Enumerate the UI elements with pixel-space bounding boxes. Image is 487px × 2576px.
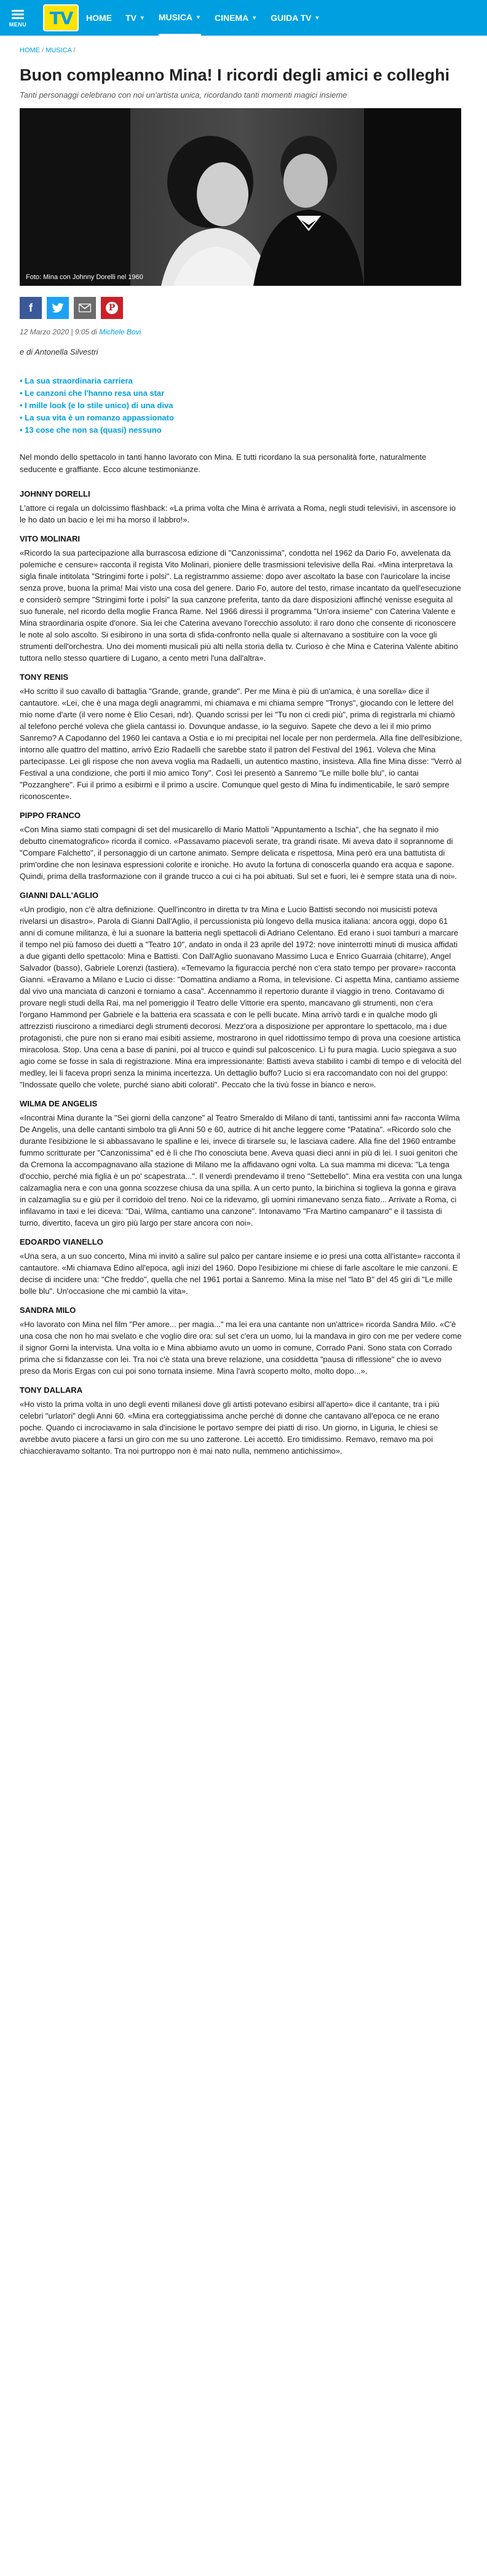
testimonial-text: «Ricordo la sua partecipazione alla burrascosa edizione di "Canzonissima", condotta nel 1962 da Dario Fo, avvelenata da polemiche e censure» racconta il regista Vito Molinari, pioniere delle trasmissioni televisive della Rai. «Mina interpretava la sigla finale intitolata "Stringimi forte i polsi". La registrammo assieme: dopo aver ascoltato la base con l'auricolare la incise senza prove, buona la prima! Mai visto una cosa del genere. Dario Fo, autore del testo, rimase incantato da quell'esecuzione e considerò sempre "Stringimi forte i polsi" la sua canzone preferita, tanto da dare disposizioni affinché venisse eseguita al suo funerale, nel ricordo della moglie Franca Rame. Nel 1966 diressi il programma "Un'ora insieme" con Caterina Valente e Mina straordinaria ospite d'onore. Sia lei che Caterina avevano l'orecchio assoluto: il raro dono che consente di riconoscere le note al solo ascolto. Si esibirono in una sorta di sfida-confronto nella quale si alternavano a sostituire con la voce gli strumenti dell'orchestra. Uno dei momenti musicali più alti nella storia della tv. Curioso è che Mina e Caterina Valente abitino tuttora nello stesso quartiere di Lugano, a cento metri l'una dall'altra». [20,548,461,663]
testimonial-name: PIPPO FRANCO [20,811,81,820]
testimonial-name: JOHNNY DORELLI [20,489,90,498]
testimonial-name: TONY DALLARA [20,1385,83,1395]
hero-photo [20,108,461,286]
chevron-down-icon: ▼ [196,14,201,20]
testimonial-text: L'attore ci regala un dolcissimo flashback: «La prima volta che Mina è arrivata a Roma, negli studi televisivi, in ascensore io le ho dato un bacio e lei mi ha morso il labbro!». [20,503,456,524]
testimonial-section [20,811,462,882]
nav-label: CINEMA [214,13,249,23]
twitter-share-button[interactable] [47,297,69,319]
breadcrumb [20,47,462,54]
related-links-list [20,375,462,436]
testimonial-section [20,1306,462,1377]
hero-photo-illustration [20,108,461,286]
chevron-down-icon: ▼ [251,15,258,21]
nav-item-cinema[interactable] [215,0,257,36]
menu-label: MENU [9,22,27,28]
main-nav [86,0,333,36]
top-navigation-bar [0,0,487,36]
pinterest-share-button[interactable] [101,297,123,319]
testimonial-text: «Un prodigio, non c'è altra definizione. Quell'incontro in diretta tv tra Mina e Lucio Battisti secondo noi musicisti poteva rivelarsi un disastro». Parola di Gianni Dall'Aglio, il percussionista più longevo della musica italiana: ancora oggi, dopo 61 anni di comune militanza, è lui a suonare la batteria negli spettacoli di Adriano Celentano. Ed erano i suoi tamburi a marcare il tempo nel più famoso dei duetti a "Teatro 10", andato in onda il 23 aprile del 1972: nove ininterrotti minuti di musica affidati a due giganti dello spettacolo: Mina e Battisti. Con Dall'Aglio suonavano Massimo Luca e Enrico Guarraia (chitarre), Angel Salvador (basso), Gabriele Lorenzi (tastiera). «Temevamo la figuraccia perché non c'era stato tempo per provare» racconta Gianni. «Eravamo a Milano e Lucio ci disse: "Domattina andiamo a Roma, in televisione. Ci aspetta Mina, cantiamo assieme dal vivo una manciata di canzoni e torniamo a casa". Accennammo il repertorio durante il viaggio in treno. Contavamo di provare negli studi della Rai, ma nel pomeriggio il Teatro delle Vittorie era spento, mancavano gli strumenti, non c'era l'organo Hammond per Gabriele e la batteria era scassata e con le pelli bucate. Mina arrivò tardi e in qualche modo gli attrezzisti riuscirono a rimediarci degli strumenti decorosi. Mezz'ora a disposizione per approntare lo spettacolo, ma i due protagonisti, che pure non si erano mai esibiti assieme, mostrarono in quel ridottissimo tempo di prova una coesione artistica miracolosa. Stop. Una cena a base di panini, poi al trucco e quindi sul palcoscenico. Lì fu pura magia. Lucio spiegava a suo agio come se fosse in sala di registrazione. Mina era impressionante: Battisti aveva stabilito i cambi di tempo e di velocità del medley, lei li faceva propri senza la minima incertezza. Un dettaglio buffo? Lucio si era raccomandato con noi del gruppo: "Indossate quello che volete, purché siano abiti colorati". Peccato che la tivù fosse in bianco e nero». [20,905,462,1089]
co-author-byline: e di Antonella Silvestri [20,347,98,356]
nav-item-tv[interactable] [125,0,145,36]
logo-text: TV [49,7,73,28]
nav-label: MUSICA [158,12,193,22]
twitter-icon [52,303,64,313]
testimonial-section [20,489,462,526]
nav-label: HOME [86,13,112,23]
related-link[interactable]: • I mille look (e lo stile unico) di una diva [20,401,173,410]
testimonial-section [20,1099,462,1229]
testimonial-text: «Ho scritto il suo cavallo di battaglia "Grande, grande, grande". Per me Mina è più di un'amica, è una sorella» dice il cantautore. «Lei, che è una maga degli anagrammi, mi chiamava e mi chiama sempre "Tronys", giocando con le lettere del mio nome d'arte (il vero nome è Elio Cesari, ndr). Quando scrissi per lei "Tu non ci credi più", prima di registrarla mi chiamò al telefono perché voleva che gliela cantassi io. Dovunque andasse, io la seguivo. Sapete che devo a lei il mio primo Sanremo? A Capodanno del 1960 lei cantava a Ostia e io mi precipitai nel locale per non perdermela. Alla fine dell'esibizione, intorno alle quattro del mattino, arrivò Ezio Radaelli che sarebbe stato il patron del Festival del 1961. Voleva che Mina partecipasse. Lei gli rispose che non aveva voglia ma Radaelli, un autentico mastino, insisteva. Alla fine Mina disse: "Verrò al Festival a una condizione, che porti il mio amico Tony". Così lei presentò a Sanremo "Le mille bolle blu", io cantai "Pozzanghere". Fui il primo a esibirmi e il primo a uscire. Comunque quel gesto di Mina fu indimenticabile, le sarò sempre riconoscente». [20,687,462,801]
testimonial-name: SANDRA MILO [20,1306,76,1315]
testimonial-name: VITO MOLINARI [20,534,80,543]
testimonial-name: TONY RENIS [20,672,68,682]
testimonial-name: WILMA DE ANGELIS [20,1099,98,1108]
testimonial-name: GIANNI DALL'AGLIO [20,891,99,900]
breadcrumb-home[interactable]: HOME [20,47,40,54]
nav-label: GUIDA TV [271,13,312,23]
testimonial-text: «Con Mina siamo stati compagni di set del musicarello di Mario Mattoli "Appuntamento a Ischia", che ha segnato il mio debutto cinematografico» ricorda il comico. «Passavamo piacevoli serate, tra grandi risate. Mi aveva dato il soprannome di "Compare Falchetto", il personaggio di un cartone animato. Sempre delicata e rispettosa, Mina però era una battutista di prim'ordine che non lesinava espressioni colorite e ironiche. Ho avuto la fortuna di conoscerla quando era acqua e sapone. Quindi, prima della trasformazione con il grande trucco a cui ci ha poi abituati. Sul set e fuori, lei è sempre stata una di noi». [20,825,457,881]
email-share-button[interactable] [74,297,96,319]
site-logo[interactable] [43,4,79,31]
nav-label: TV [125,13,137,23]
article-subtitle: Tanti personaggi celebrano con noi un'artista unica, ricordando tanti momenti magici insieme [20,90,347,100]
article-dateline [20,328,462,336]
testimonial-section [20,534,462,664]
breadcrumb-separator: / [42,47,46,54]
photo-caption: Foto: Mina con Johnny Dorelli nel 1960 [26,274,143,281]
testimonial-text: «Incontrai Mina durante la "Sei giorni della canzone" al Teatro Smeraldo di Milano di tanti, tantissimi anni fa» racconta Wilma De Angelis, una delle cantanti simbolo tra gli Anni 50 e 60, autrice di hit anche leggere come "Patatina". «Ricordo solo che durante l'esibizione le si abbassavano le spalline e lei, invece di tirarsele su, le lasciava cadere. Alla fine del 1960 entrambe fummo scritturate per "Canzonissima" ed è lì che l'ho conosciuta bene. Aveva quasi dieci anni in più di lei. I suoi genitori che da Cremona la accompagnavano alla stazione di Milano me la affidavano ogni volta. La sua mamma mi diceva: "La tenga d'occhio, perché mia figlia è un po' scapestrata...". Il venerdì prendevamo il treno "Settebello". Mina era vestita con una lunga calzamaglia nera e con una gonna scozzese chiusa da una spilla. A un certo punto, la birichina si toglieva la gonna e girava in calzamaglia su e giù per il corridoio del treno. Noi ce la ridevamo, gli uomini rimanevano senza fiato... Arrivate a Roma, ci infilavamo in taxi e lei diceva: "Dai, Wilma, cantiamo una canzone". Intonavamo "Fra Martino campanaro" e il tassista di turno, divertito, faceva un giro più largo per stare ancora con noi». [20,1113,462,1227]
nav-item-musica[interactable] [159,0,201,36]
chevron-down-icon: ▼ [314,15,320,21]
related-link[interactable]: • Le canzoni che l'hanno resa una star [20,388,165,398]
nav-item-home[interactable] [86,0,112,36]
share-bar [20,297,462,319]
testimonial-text: «Una sera, a un suo concerto, Mina mi invitò a salire sul palco per cantare insieme e io presi una cotta all'istante» racconta il cantautore. «Mi chiamava Edino all'epoca, agli inizi del 1960. Dopo l'esibizione mi chiese di farle ascoltare le mie canzoni. E decise di incidere una: "Che freddo", quella che nel 1961 portai a Sanremo. Mina la mise nel "lato B" del 45 giri di "Le mille bolle blu". Un'occasione che mi cambiò la vita». [20,1251,461,1296]
facebook-icon: f [29,301,33,314]
hamburger-icon [12,8,24,21]
breadcrumb-musica[interactable]: MUSICA [46,47,72,54]
testimonial-text: «Ho visto la prima volta in uno degli eventi milanesi dove gli artisti potevano esibirsi all'aperto» dice il cantante, tra i più celebri "urlatori" degli Anni 60. «Mina era corteggiatissima anche perché di donne che cantavano all'epoca ce ne erano poche. Quando ci incrociavamo in sala d'incisione le portavo sempre dei piatti di riso. Un giorno, in Liguria, le chiesi se avrebbe avuto piacere a farsi un giro con me su uno zatterone. Lei accettò. Ero timidissimo. Remavo, remavo ma poi chiacchieravamo soltanto. Tra noi purtroppo non è mai nato nulla, nemmeno antichissimo». [20,1400,440,1455]
article-page [0,36,487,1478]
testimonial-section [20,891,462,1090]
envelope-icon [79,304,91,312]
chevron-down-icon: ▼ [139,15,145,21]
testimonial-section [20,672,462,802]
pinterest-icon: P [106,302,118,314]
article-intro: Nel mondo dello spettacolo in tanti hanno lavorato con Mina. E tutti ricordano la sua personalità forte, naturalmente seducente e graffiante. Ecco alcune testimonianze. [20,452,427,474]
publish-date: 12 Marzo 2020 | 9:05 di [20,328,97,336]
article-title: Buon compleanno Mina! I ricordi degli amici e colleghi [20,66,450,84]
testimonial-text: «Ho lavorato con Mina nel film "Per amore... per magia..." ma lei era una cantante non un'attrice» ricorda Sandra Milo. «C'è una cosa che non ho mai svelato e che voglio dire ora: sul set c'era un uomo, lui la mandava in giro con me per vedere come il signor Gorni la intervista. Una volta io e Mina abbiamo avuto un uomo in comune, Corrado Pani. Sono stata con Corrado prima che si fidanzasse con lei. Tra noi c'è stata una breve relazione, una cosiddetta "pausa di riflessione" che io avevo preso da Moris Ergas con cui poi sono tornata insieme. Mina l'avrà scoperto molto, molto dopo...». [20,1320,462,1376]
breadcrumb-separator: / [73,47,76,54]
testimonial-section [20,1237,462,1297]
menu-button[interactable] [9,8,27,28]
author-link[interactable]: Michele Bovi [99,328,141,336]
facebook-share-button[interactable] [20,297,42,319]
related-link[interactable]: • La sua vita è un romanzo appassionato [20,413,174,422]
related-link[interactable]: • 13 cose che non sa (quasi) nessuno [20,425,162,435]
testimonial-name: EDOARDO VIANELLO [20,1237,103,1247]
nav-item-guida-tv[interactable] [271,0,320,36]
related-link[interactable]: • La sua straordinaria carriera [20,376,133,385]
testimonial-section [20,1385,462,1457]
